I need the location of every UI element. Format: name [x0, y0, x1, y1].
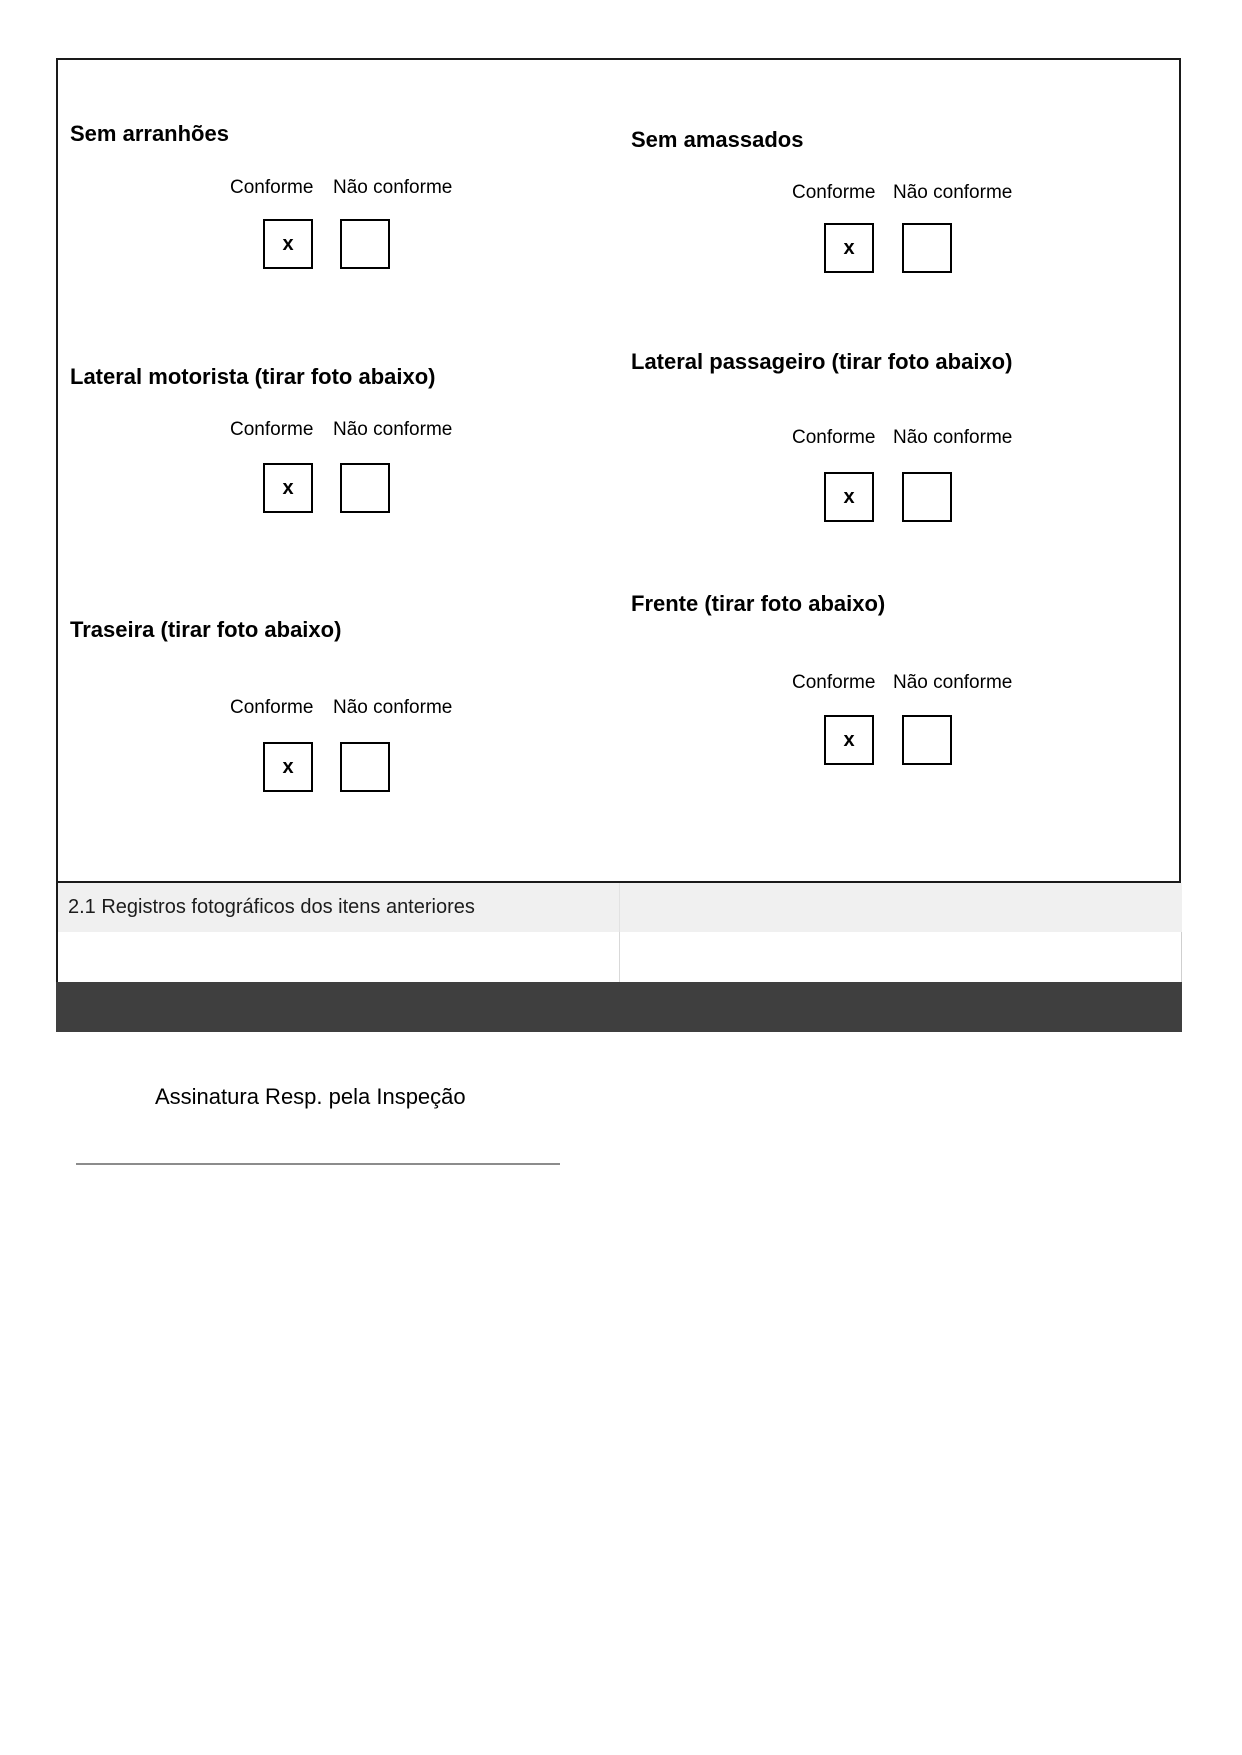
photo-records-header-row: [56, 883, 1182, 932]
photo-placeholder-cell-right[interactable]: [620, 932, 1181, 982]
conforme-label: Conforme: [792, 427, 876, 448]
signature-label: Assinatura Resp. pela Inspeção: [155, 1084, 466, 1109]
conforme-label: Conforme: [230, 177, 314, 198]
nao-conforme-checkbox[interactable]: [902, 472, 952, 522]
section-heading-lateral-motorista: Lateral motorista (tirar foto abaixo): [70, 364, 436, 389]
checkbox-mark: x: [282, 477, 294, 499]
section-heading-lateral-passageiro: Lateral passageiro (tirar foto abaixo): [631, 349, 1013, 374]
nao-conforme-label: Não conforme: [333, 697, 453, 718]
photo-placeholder-cell-left[interactable]: [58, 932, 620, 982]
photo-records-header-empty-cell: [620, 883, 1182, 932]
nao-conforme-label: Não conforme: [333, 177, 453, 198]
nao-conforme-checkbox[interactable]: [902, 715, 952, 765]
photo-records-row-label: 2.1 Registros fotográficos dos itens anteriores: [58, 883, 620, 932]
checkbox-mark: x: [282, 756, 294, 778]
checkbox-mark: x: [843, 237, 855, 259]
conforme-checkbox[interactable]: [824, 472, 874, 522]
nao-conforme-label: Não conforme: [893, 427, 1013, 448]
nao-conforme-checkbox[interactable]: [340, 463, 390, 513]
conforme-label: Conforme: [230, 697, 314, 718]
conforme-checkbox[interactable]: [824, 715, 874, 765]
conforme-checkbox[interactable]: [263, 463, 313, 513]
nao-conforme-checkbox[interactable]: [902, 223, 952, 273]
nao-conforme-label: Não conforme: [333, 419, 453, 440]
checkbox-mark: x: [843, 729, 855, 751]
nao-conforme-label: Não conforme: [893, 672, 1013, 693]
conforme-label: Conforme: [792, 672, 876, 693]
signature-line[interactable]: [76, 1163, 560, 1165]
conforme-label: Conforme: [792, 182, 876, 203]
nao-conforme-checkbox[interactable]: [340, 219, 390, 269]
section-heading-frente: Frente (tirar foto abaixo): [631, 591, 886, 616]
checkbox-mark: x: [843, 486, 855, 508]
conforme-checkbox[interactable]: [263, 742, 313, 792]
photo-records-empty-row: [56, 932, 1182, 982]
section-separator-bar: [56, 982, 1182, 1032]
conforme-checkbox[interactable]: [824, 223, 874, 273]
nao-conforme-checkbox[interactable]: [340, 742, 390, 792]
checkbox-mark: x: [282, 233, 294, 255]
section-heading-traseira: Traseira (tirar foto abaixo): [70, 617, 342, 642]
section-heading-sem-amassados: Sem amassados: [631, 127, 804, 152]
conforme-checkbox[interactable]: [263, 219, 313, 269]
section-heading-sem-arranhoes: Sem arranhões: [70, 121, 229, 146]
nao-conforme-label: Não conforme: [893, 182, 1013, 203]
conforme-label: Conforme: [230, 419, 314, 440]
